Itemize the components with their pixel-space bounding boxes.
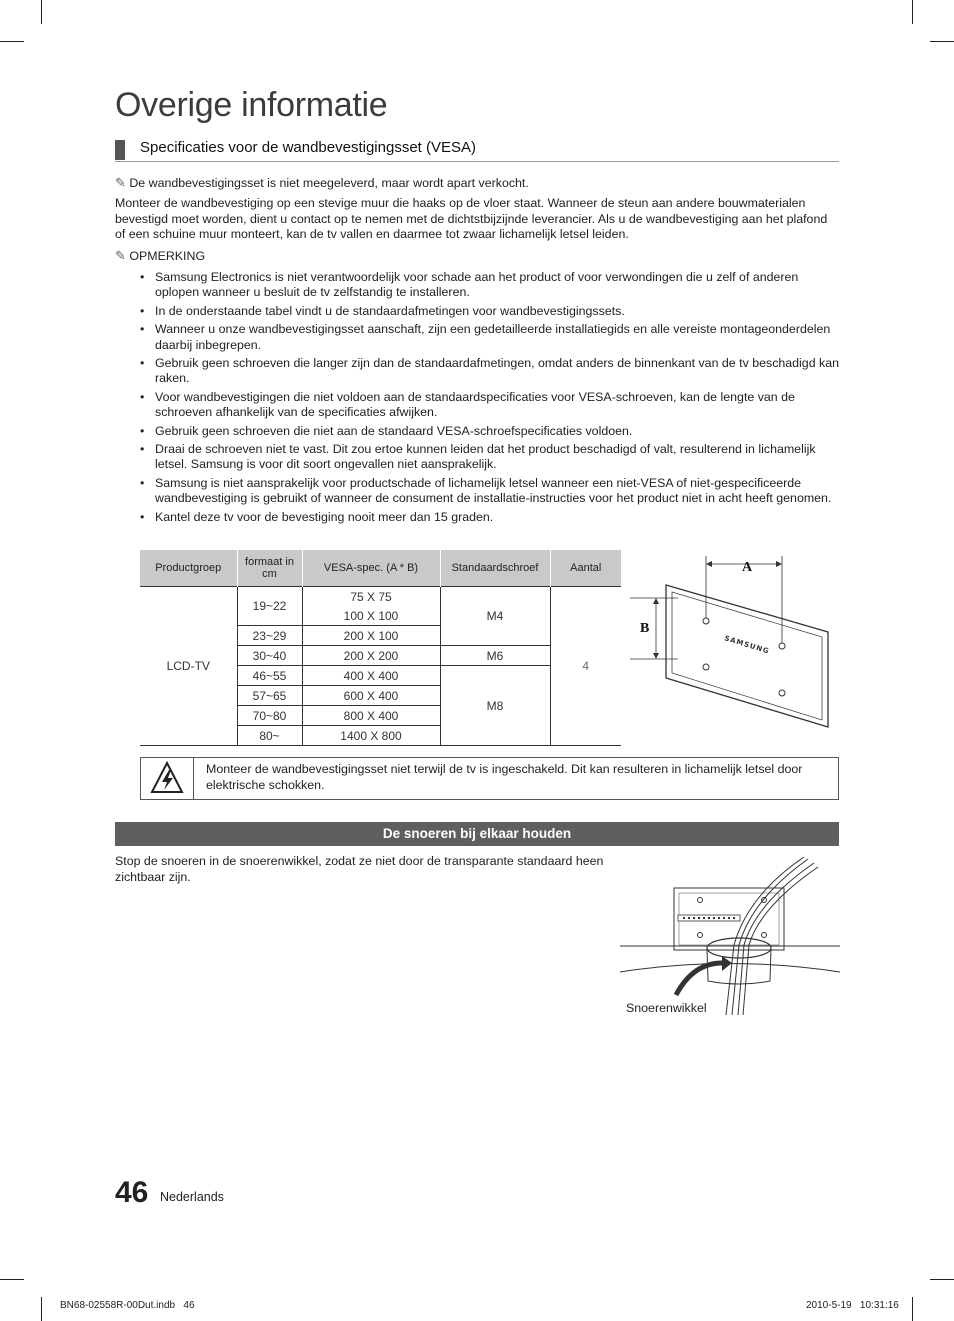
list-item: • Samsung is niet aansprakelijk voor productschade of lichamelijk letsel wanneer een niet-VESA of niet-gespecificeerde wandbevestiging is gebruikt of wanneer de consument de installatie-instructies voor het product niet in acht heeft genomen. — [140, 476, 839, 507]
table-header: Standaardschroef — [440, 550, 550, 587]
vesa-spec-table — [140, 550, 621, 746]
intro-paragraph: Monteer de wandbevestiging op een stevige muur die haaks op de vloer staat. Wanneer de steun aan andere bouwmaterialen bevestigd moet worden, dient u contact op te nemen met de dichtstbijzijnde leverancier. Als u de wandbevestiging aan het plafond of een schuine muur monteert, kan de tv vallen en daarmee tot zwaar lichamelijk letsel leiden. — [115, 196, 828, 241]
note-text: De wandbevestigingsset is niet meegeleverd, maar wordt apart verkocht. — [129, 176, 529, 190]
table-row — [140, 587, 621, 607]
size-cell: 46~55 — [237, 666, 302, 686]
screw-cell: M6 — [440, 646, 550, 666]
size-cell: 70~80 — [237, 706, 302, 726]
size-cell: 80~ — [237, 726, 302, 746]
table-header-row — [140, 550, 621, 587]
vesa-cell: 1400 X 800 — [302, 726, 440, 746]
pencil-note-icon: ✎ — [115, 175, 126, 190]
samsung-logo: SAMSUNG — [723, 634, 771, 656]
crop-mark — [0, 1279, 24, 1280]
page-number: 46 — [115, 1176, 149, 1209]
diagram-label-a: A — [742, 560, 753, 575]
note-bullet-list — [140, 270, 839, 528]
note-line — [115, 175, 839, 192]
warning-text: Monteer de wandbevestigingsset niet terwijl de tv is ingeschakeld. Dit kan resulteren in lichamelijk letsel door elektrische schokken. — [206, 762, 803, 792]
crop-mark — [41, 1297, 42, 1321]
list-item: • Gebruik geen schroeven die langer zijn dan de standaardafmetingen, omdat anders de binnenkant van de tv beschadigd kan raken. — [140, 356, 839, 387]
warning-lightning-icon — [150, 761, 184, 795]
note-heading: OPMERKING — [129, 249, 206, 263]
list-item: • Wanneer u onze wandbevestigingsset aanschaft, zijn een gedetailleerde installatiegids en alle vereiste montageonderdelen daarbij inbegrepen. — [140, 322, 839, 353]
diagram-label-b: B — [640, 621, 650, 636]
vesa-cell: 75 X 75 — [302, 587, 440, 607]
list-item: • Draai de schroeven niet te vast. Dit zou ertoe kunnen leiden dat het product beschadigd of valt, resulterend in lichamelijk letsel. Samsung is voor dit soort ongevallen niet aansprakelijk. — [140, 442, 839, 473]
vesa-cell: 200 X 200 — [302, 646, 440, 666]
vesa-cell: 400 X 400 — [302, 666, 440, 686]
cable-paragraph: Stop de snoeren in de snoerenwikkel, zodat ze niet door de transparante standaard heen zichtbaar zijn. — [115, 854, 604, 884]
table-header: Aantal — [550, 550, 621, 587]
screw-cell: M8 — [440, 666, 550, 746]
size-cell: 30~40 — [237, 646, 302, 666]
table-header: formaat in cm — [237, 550, 302, 587]
table-header: VESA-spec. (A * B) — [302, 550, 440, 587]
section-title: Specificaties voor de wandbevestigingsset (VESA) — [140, 139, 477, 156]
warning-box — [140, 757, 839, 800]
size-cell: 57~65 — [237, 686, 302, 706]
screw-cell: M4 — [440, 587, 550, 646]
crop-mark — [912, 1297, 913, 1321]
crop-mark — [41, 0, 42, 24]
footer-file-info: BN68-02558R-00Dut.indb 46 — [60, 1300, 195, 1311]
list-item: • Kantel deze tv voor de bevestiging nooit meer dan 15 graden. — [140, 510, 839, 525]
warning-divider — [193, 758, 194, 799]
cable-holder-label: Snoerenwikkel — [626, 1001, 707, 1015]
section-marker — [115, 140, 125, 160]
vesa-cell: 600 X 400 — [302, 686, 440, 706]
table-header: Productgroep — [140, 550, 237, 587]
pencil-note-icon: ✎ — [115, 248, 126, 263]
crop-mark — [930, 1279, 954, 1280]
section-divider — [115, 161, 839, 162]
crop-mark — [912, 0, 913, 24]
list-item: • Voor wandbevestigingen die niet voldoen aan de standaardspecificaties voor VESA-schroeven, kan de lengte van de schroeven afhankelijk van de specificaties afwijken. — [140, 390, 839, 421]
size-cell: 23~29 — [237, 626, 302, 646]
crop-mark — [0, 41, 24, 42]
size-cell: 19~22 — [237, 587, 302, 626]
count-cell: 4 — [550, 587, 621, 746]
section-banner: De snoeren bij elkaar houden — [115, 822, 839, 846]
list-item: • Samsung Electronics is niet verantwoordelijk voor schade aan het product of voor verwondingen die u zelf of anderen oplopen wanneer u besluit de tv zelfstandig te installeren. — [140, 270, 839, 301]
vesa-cell: 200 X 100 — [302, 626, 440, 646]
crop-mark — [930, 41, 954, 42]
language-label: Nederlands — [160, 1190, 224, 1204]
cable-holder-diagram — [618, 855, 840, 1018]
list-item: • In de onderstaande tabel vindt u de standaardafmetingen voor wandbevestigingssets. — [140, 304, 839, 319]
vesa-tv-diagram — [628, 550, 834, 735]
page-title: Overige informatie — [115, 86, 388, 124]
vesa-cell: 100 X 100 — [302, 606, 440, 626]
footer-timestamp: 2010-5-19 10:31:16 — [806, 1300, 899, 1311]
vesa-cell: 800 X 400 — [302, 706, 440, 726]
note-heading-line — [115, 248, 205, 265]
product-group-cell: LCD-TV — [140, 587, 237, 746]
list-item: • Gebruik geen schroeven die niet aan de standaard VESA-schroefspecificaties voldoen. — [140, 424, 839, 439]
